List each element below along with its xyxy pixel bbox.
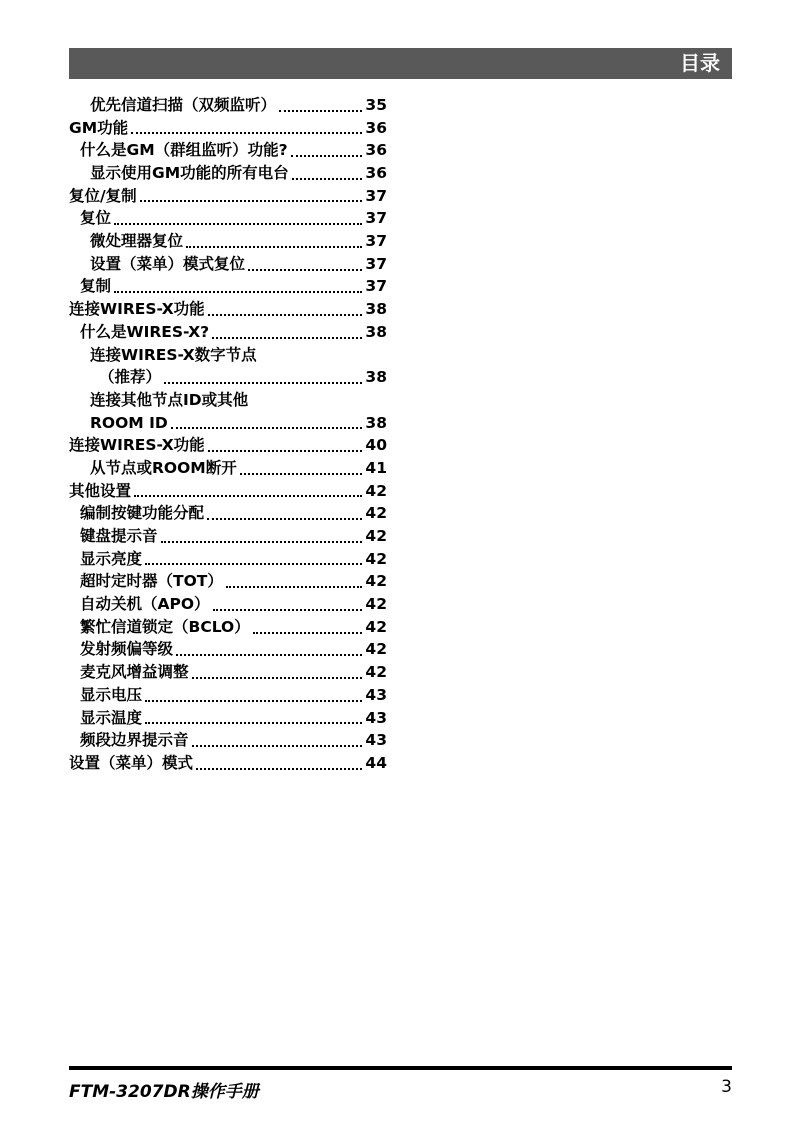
toc-entry-title: 复制 — [80, 277, 112, 296]
toc-entry-page: 42 — [365, 549, 387, 568]
toc-entry[interactable] — [69, 185, 387, 208]
toc-entry[interactable] — [69, 298, 387, 321]
toc-entry-page: 37 — [365, 186, 387, 205]
toc-entry[interactable] — [69, 616, 387, 639]
toc-leader-dots — [145, 722, 362, 724]
toc-entry-page: 38 — [365, 300, 387, 319]
toc-leader-dots — [292, 178, 363, 180]
toc-entry-title: 设置（菜单）模式 — [69, 753, 194, 772]
toc-entry-title: 繁忙信道锁定（BCLO） — [80, 617, 250, 636]
toc-leader-dots — [207, 518, 362, 520]
toc-entry-title: 其他设置 — [69, 481, 132, 500]
toc-leader-dots — [161, 541, 363, 543]
toc-entry[interactable] — [69, 276, 387, 299]
footer-rule — [69, 1066, 732, 1070]
toc-entry-page: 42 — [365, 617, 387, 636]
toc-entry-title: 连接WIRES-X数字节点 — [90, 345, 257, 364]
toc-entry[interactable] — [69, 412, 387, 435]
toc-leader-dots — [226, 586, 363, 588]
toc-leader-dots — [145, 700, 362, 702]
toc-entry[interactable] — [69, 389, 387, 412]
toc-entry-title: 优先信道扫描（双频监听） — [90, 95, 277, 114]
toc-entry[interactable] — [69, 321, 387, 344]
toc-entry-title: 什么是WIRES-X? — [80, 322, 210, 341]
toc-entry-title: 复位/复制 — [69, 186, 137, 205]
toc-leader-dots — [131, 132, 362, 134]
toc-entry-title: 连接WIRES-X功能 — [69, 300, 205, 319]
toc-entry[interactable] — [69, 593, 387, 616]
toc-entry[interactable] — [69, 752, 387, 775]
toc-leader-dots — [248, 269, 362, 271]
toc-leader-dots — [145, 563, 362, 565]
toc-entry-title: 连接WIRES-X功能 — [69, 436, 205, 455]
toc-entry[interactable] — [69, 707, 387, 730]
toc-entry-title: 连接其他节点ID或其他 — [90, 390, 249, 409]
toc-leader-dots — [186, 246, 362, 248]
toc-leader-dots — [208, 450, 363, 452]
toc-entry-title: 显示温度 — [80, 708, 143, 727]
toc-entry-title: 复位 — [80, 209, 112, 228]
toc-entry-page: 37 — [365, 209, 387, 228]
toc-entry-title: ROOM ID — [90, 413, 168, 432]
toc-entry-page: 42 — [365, 572, 387, 591]
toc-leader-dots — [253, 632, 363, 634]
toc-entry[interactable] — [69, 548, 387, 571]
toc-entry[interactable] — [69, 502, 387, 525]
toc-leader-dots — [134, 495, 362, 497]
toc-leader-dots — [164, 382, 362, 384]
toc-entry-page: 42 — [365, 527, 387, 546]
toc-entry-page: 43 — [365, 685, 387, 704]
toc-leader-dots — [192, 677, 363, 679]
toc-entry[interactable] — [69, 639, 387, 662]
toc-entry[interactable] — [69, 230, 387, 253]
toc-entry-page: 37 — [365, 277, 387, 296]
toc-entry-title: 什么是GM（群组监听）功能? — [80, 141, 288, 160]
toc-leader-dots — [176, 654, 362, 656]
toc-leader-dots — [192, 745, 363, 747]
toc-entry-page: 37 — [365, 254, 387, 273]
toc-entry[interactable] — [69, 366, 387, 389]
toc-entry[interactable] — [69, 117, 387, 140]
toc-entry-title: 发射频偏等级 — [80, 640, 174, 659]
toc-entry-page: 36 — [365, 141, 387, 160]
toc-entry-page: 37 — [365, 232, 387, 251]
toc-leader-dots — [114, 223, 362, 225]
toc-entry-page: 42 — [365, 663, 387, 682]
toc-entry-title: 设置（菜单）模式复位 — [90, 254, 246, 273]
toc-entry[interactable] — [69, 661, 387, 684]
toc-entry-page: 38 — [365, 322, 387, 341]
toc-entry-page: 42 — [365, 504, 387, 523]
toc-entry[interactable] — [69, 525, 387, 548]
toc-entry-title: 超时定时器（TOT） — [80, 572, 223, 591]
toc-entry-page: 40 — [365, 436, 387, 455]
toc-leader-dots — [240, 473, 363, 475]
toc-entry[interactable] — [69, 570, 387, 593]
toc-entry-page: 44 — [365, 753, 387, 772]
toc-entry-page: 42 — [365, 640, 387, 659]
toc-leader-dots — [196, 768, 362, 770]
toc-entry-page: 36 — [365, 164, 387, 183]
toc-entry-title: 显示使用GM功能的所有电台 — [90, 164, 289, 183]
toc-entry-page: 35 — [365, 95, 387, 114]
toc-entry-title: 频段边界提示音 — [80, 731, 189, 750]
toc-entry-page: 43 — [365, 731, 387, 750]
toc-leader-dots — [279, 110, 362, 112]
toc-entry[interactable] — [69, 253, 387, 276]
toc-entry-page: 43 — [365, 708, 387, 727]
toc-entry-title: 自动关机（APO） — [80, 595, 210, 614]
footer-manual-title: FTM-3207DR操作手册 — [69, 1082, 259, 1102]
header-bar — [69, 48, 732, 79]
toc-entry-title: （推荐） — [99, 368, 162, 387]
toc-entry-title: 键盘提示音 — [80, 527, 158, 546]
toc-entry[interactable] — [69, 434, 387, 457]
toc-entry-title: 从节点或ROOM断开 — [90, 458, 237, 477]
toc-entry-page: 38 — [365, 368, 387, 387]
table-of-contents — [69, 94, 387, 775]
toc-entry-title: 显示亮度 — [80, 549, 143, 568]
toc-leader-dots — [208, 314, 363, 316]
toc-leader-dots — [212, 337, 362, 339]
toc-entry-page: 36 — [365, 118, 387, 137]
toc-entry[interactable] — [69, 457, 387, 480]
toc-leader-dots — [140, 200, 363, 202]
toc-entry-title: 显示电压 — [80, 685, 143, 704]
footer-page-number: 3 — [721, 1077, 732, 1097]
toc-entry[interactable] — [69, 94, 387, 117]
toc-leader-dots — [291, 155, 363, 157]
toc-entry[interactable] — [69, 162, 387, 185]
toc-entry-title: 编制按键功能分配 — [80, 504, 205, 523]
toc-entry-page: 42 — [365, 595, 387, 614]
toc-leader-dots — [114, 291, 362, 293]
toc-entry[interactable] — [69, 729, 387, 752]
toc-entry-title: GM功能 — [69, 118, 129, 137]
toc-entry[interactable] — [69, 139, 387, 162]
toc-entry-page: 42 — [365, 481, 387, 500]
toc-entry[interactable] — [69, 344, 387, 367]
toc-entry-page: 41 — [365, 458, 387, 477]
toc-entry-title: 麦克风增益调整 — [80, 663, 189, 682]
toc-entry[interactable] — [69, 684, 387, 707]
page-title: 目录 — [680, 51, 720, 75]
toc-entry[interactable] — [69, 480, 387, 503]
toc-entry[interactable] — [69, 207, 387, 230]
toc-entry-page: 38 — [365, 413, 387, 432]
toc-leader-dots — [213, 609, 363, 611]
toc-entry-title: 微处理器复位 — [90, 232, 184, 251]
toc-leader-dots — [171, 427, 363, 429]
